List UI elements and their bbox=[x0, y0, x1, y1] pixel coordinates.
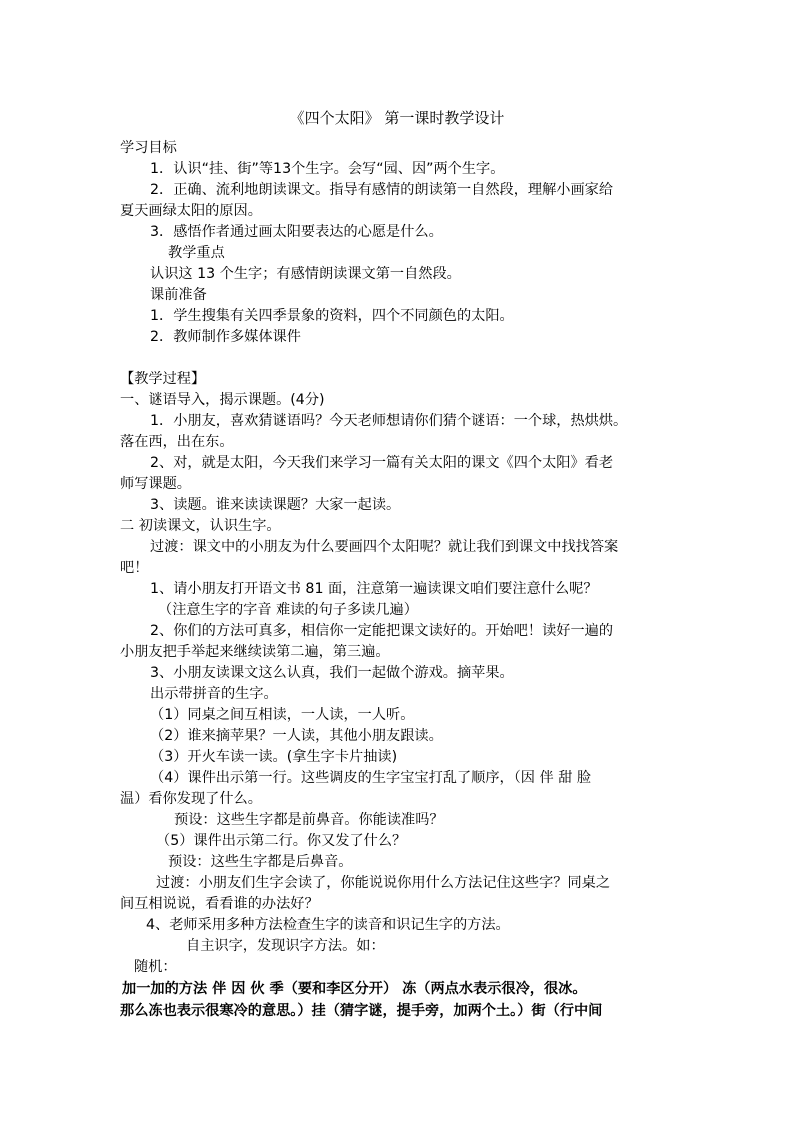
text-line: 3．感悟作者通过画太阳要表达的心愿是什么。 bbox=[150, 224, 443, 240]
text-line: 认识这 13 个生字；有感情朗读课文第一自然段。 bbox=[150, 266, 461, 282]
section-heading: 二 初读课文，认识生字。 bbox=[120, 518, 281, 534]
text-line: 2．教师制作多媒体课件 bbox=[150, 329, 301, 345]
text-line-bold: 加一加的方法 伴 因 伙 季（要和李区分开） 冻（两点水表示很冷，很冰。 bbox=[122, 981, 587, 997]
text-line: 师写课题。 bbox=[120, 476, 191, 492]
text-line: 夏天画绿太阳的原因。 bbox=[120, 203, 262, 219]
heading-teaching-process: 【教学过程】 bbox=[120, 371, 206, 387]
text-line: 预设：这些生字都是后鼻音。 bbox=[168, 854, 353, 870]
text-line: （3）开火车读一读。(拿生字卡片抽读) bbox=[150, 749, 398, 765]
text-line: （1）同桌之间互相读，一人读，一人听。 bbox=[150, 707, 415, 723]
text-line: 落在西，出在东。 bbox=[120, 434, 234, 450]
text-line: （5）课件出示第二行。你又发了什么？ bbox=[156, 833, 407, 849]
text-line: （注意生字的字音 难读的句子多读几遍） bbox=[158, 602, 418, 618]
text-line: 小朋友把手举起来继续读第二遍，第三遍。 bbox=[120, 644, 390, 660]
text-line: 过渡：课文中的小朋友为什么要画四个太阳呢？就让我们到课文中找找答案 bbox=[150, 539, 619, 555]
text-line: 2．正确、流利地朗读课文。指导有感情的朗读第一自然段，理解小画家给 bbox=[150, 182, 614, 198]
section-heading: 一、谜语导入，揭示课题。(4分) bbox=[120, 392, 325, 408]
text-line: （2）谁来摘苹果？一人读，其他小朋友跟读。 bbox=[150, 728, 443, 744]
text-line: 1．认识“挂、街”等13个生字。会写“园、因”两个生字。 bbox=[150, 161, 505, 177]
text-line: 2、对，就是太阳，今天我们来学习一篇有关太阳的课文《四个太阳》看老 bbox=[150, 455, 614, 471]
text-line: 3、读题。谁来读读课题？大家一起读。 bbox=[150, 497, 401, 513]
text-line: 过渡：小朋友们生字会读了，你能说说你用什么方法记住这些字？同桌之 bbox=[156, 875, 611, 891]
text-line: 吧！ bbox=[120, 560, 149, 576]
text-line: 3、小朋友读课文这么认真，我们一起做个游戏。摘苹果。 bbox=[150, 665, 514, 681]
text-line-bold: 那么冻也表示很寒冷的意思。）挂（猜字谜，提手旁，加两个土。）街（行中间 bbox=[120, 1003, 603, 1019]
text-line: 温）看你发现了什么。 bbox=[120, 791, 262, 807]
text-line: 间互相说说，看看谁的办法好？ bbox=[120, 896, 319, 912]
heading-preparation: 课前准备 bbox=[150, 287, 207, 303]
heading-objectives: 学习目标 bbox=[120, 140, 177, 156]
text-line: （4）课件出示第一行。这些调皮的生字宝宝打乱了顺序，（因 伴 甜 脸 bbox=[150, 770, 592, 786]
text-line: 自主识字，发现识字方法。如： bbox=[186, 938, 385, 954]
heading-key-points: 教学重点 bbox=[168, 245, 225, 261]
page-title: 《四个太阳》 第一课时教学设计 bbox=[289, 109, 505, 127]
text-line: 1．小朋友，喜欢猜谜语吗？今天老师想请你们猜个谜语：一个球，热烘烘。 bbox=[150, 413, 628, 429]
text-line: 1、请小朋友打开语文书 81 面，注意第一遍读课文咱们要注意什么呢？ bbox=[150, 581, 598, 597]
text-line: 1．学生搜集有关四季景象的资料，四个不同颜色的太阳。 bbox=[150, 308, 514, 324]
text-line: 随机： bbox=[134, 959, 177, 975]
text-line: 预设：这些生字都是前鼻音。你能读准吗？ bbox=[174, 812, 444, 828]
text-line: 2、你们的方法可真多，相信你一定能把课文读好的。开始吧！读好一遍的 bbox=[150, 623, 614, 639]
text-line: 出示带拼音的生字。 bbox=[150, 686, 278, 702]
text-line: 4、老师采用多种方法检查生字的读音和识记生字的方法。 bbox=[146, 917, 510, 933]
